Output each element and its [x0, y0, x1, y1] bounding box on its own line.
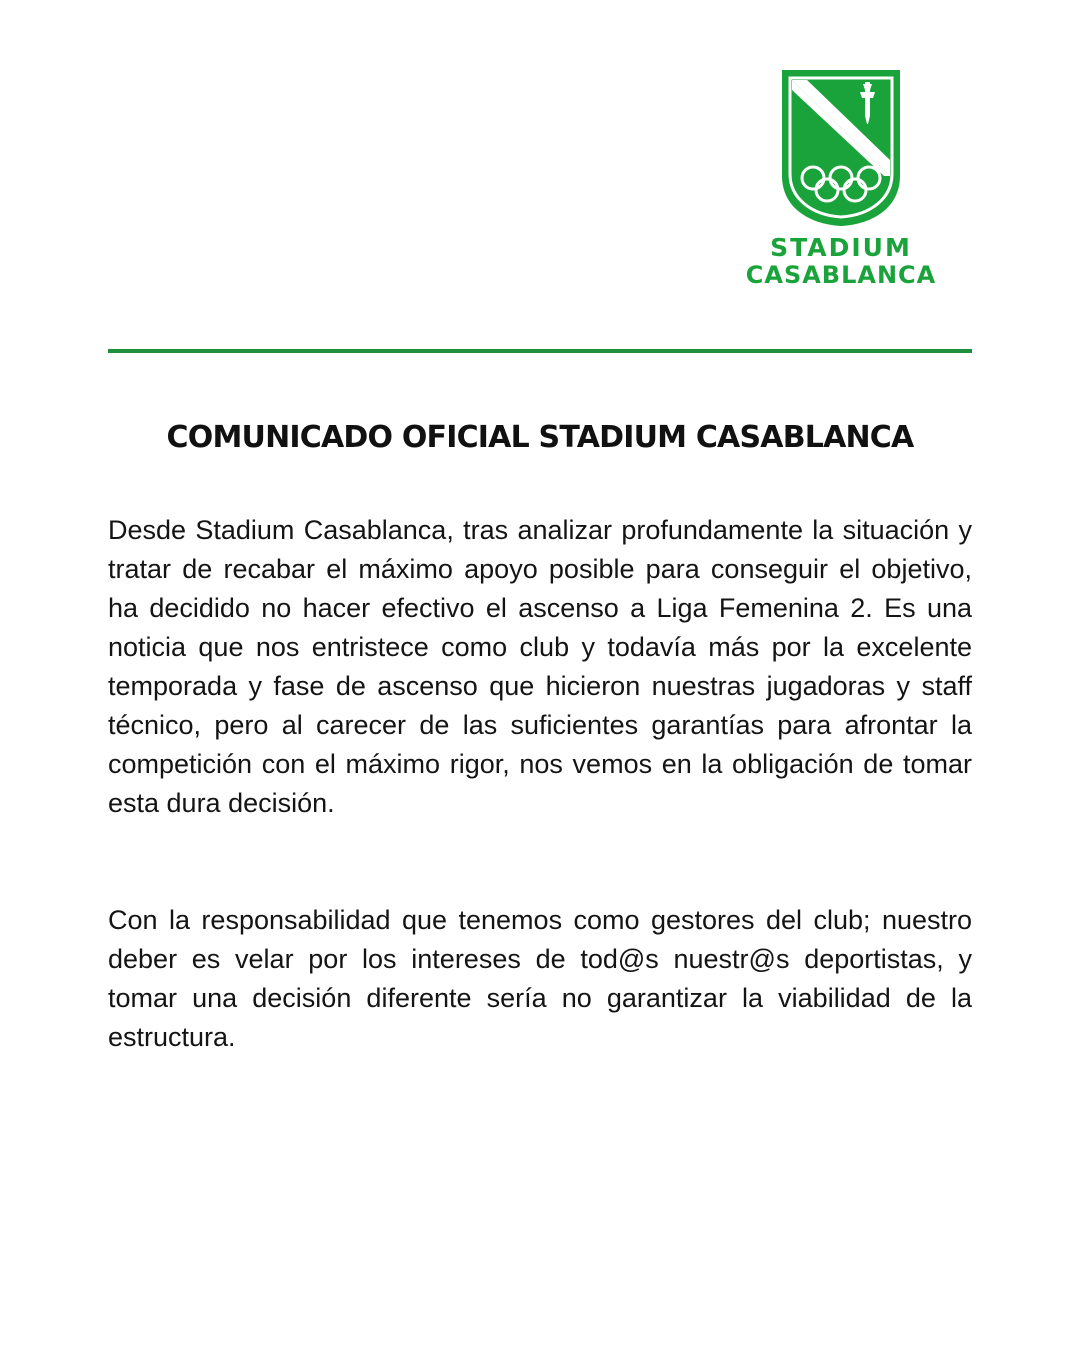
- club-name-line2: CASABLANCA: [745, 261, 937, 289]
- club-crest-icon: [780, 68, 902, 228]
- document-title: COMUNICADO OFICIAL STADIUM CASABLANCA: [166, 420, 914, 455]
- paragraph-1: Desde Stadium Casablanca, tras analizar profundamente la situación y tratar de recabar el máximo apoyo posible para conseguir el objetivo, ha decidido no hacer efectivo el ascenso a Liga Femenina 2. Es una noticia que nos entristece como club y todavía más por la excelente temporada y fase de ascenso que hicieron nuestras jugadoras y staff técnico, pero al carecer de las suficientes garantías para afrontar la competición con el máximo rigor, nos vemos en la obligación de tomar esta dura decisión.: [108, 515, 972, 818]
- club-logo: [736, 68, 946, 290]
- club-wordmark: [736, 235, 946, 289]
- header-divider: [108, 349, 972, 353]
- club-name-line1: STADIUM: [770, 233, 912, 262]
- paragraph-2: Con la responsabilidad que tenemos como gestores del club; nuestro deber es velar por los intereses de tod@s nuestr@s deportistas, y tomar una decisión diferente sería no garantizar la viabilidad de la estructura.: [108, 905, 972, 1052]
